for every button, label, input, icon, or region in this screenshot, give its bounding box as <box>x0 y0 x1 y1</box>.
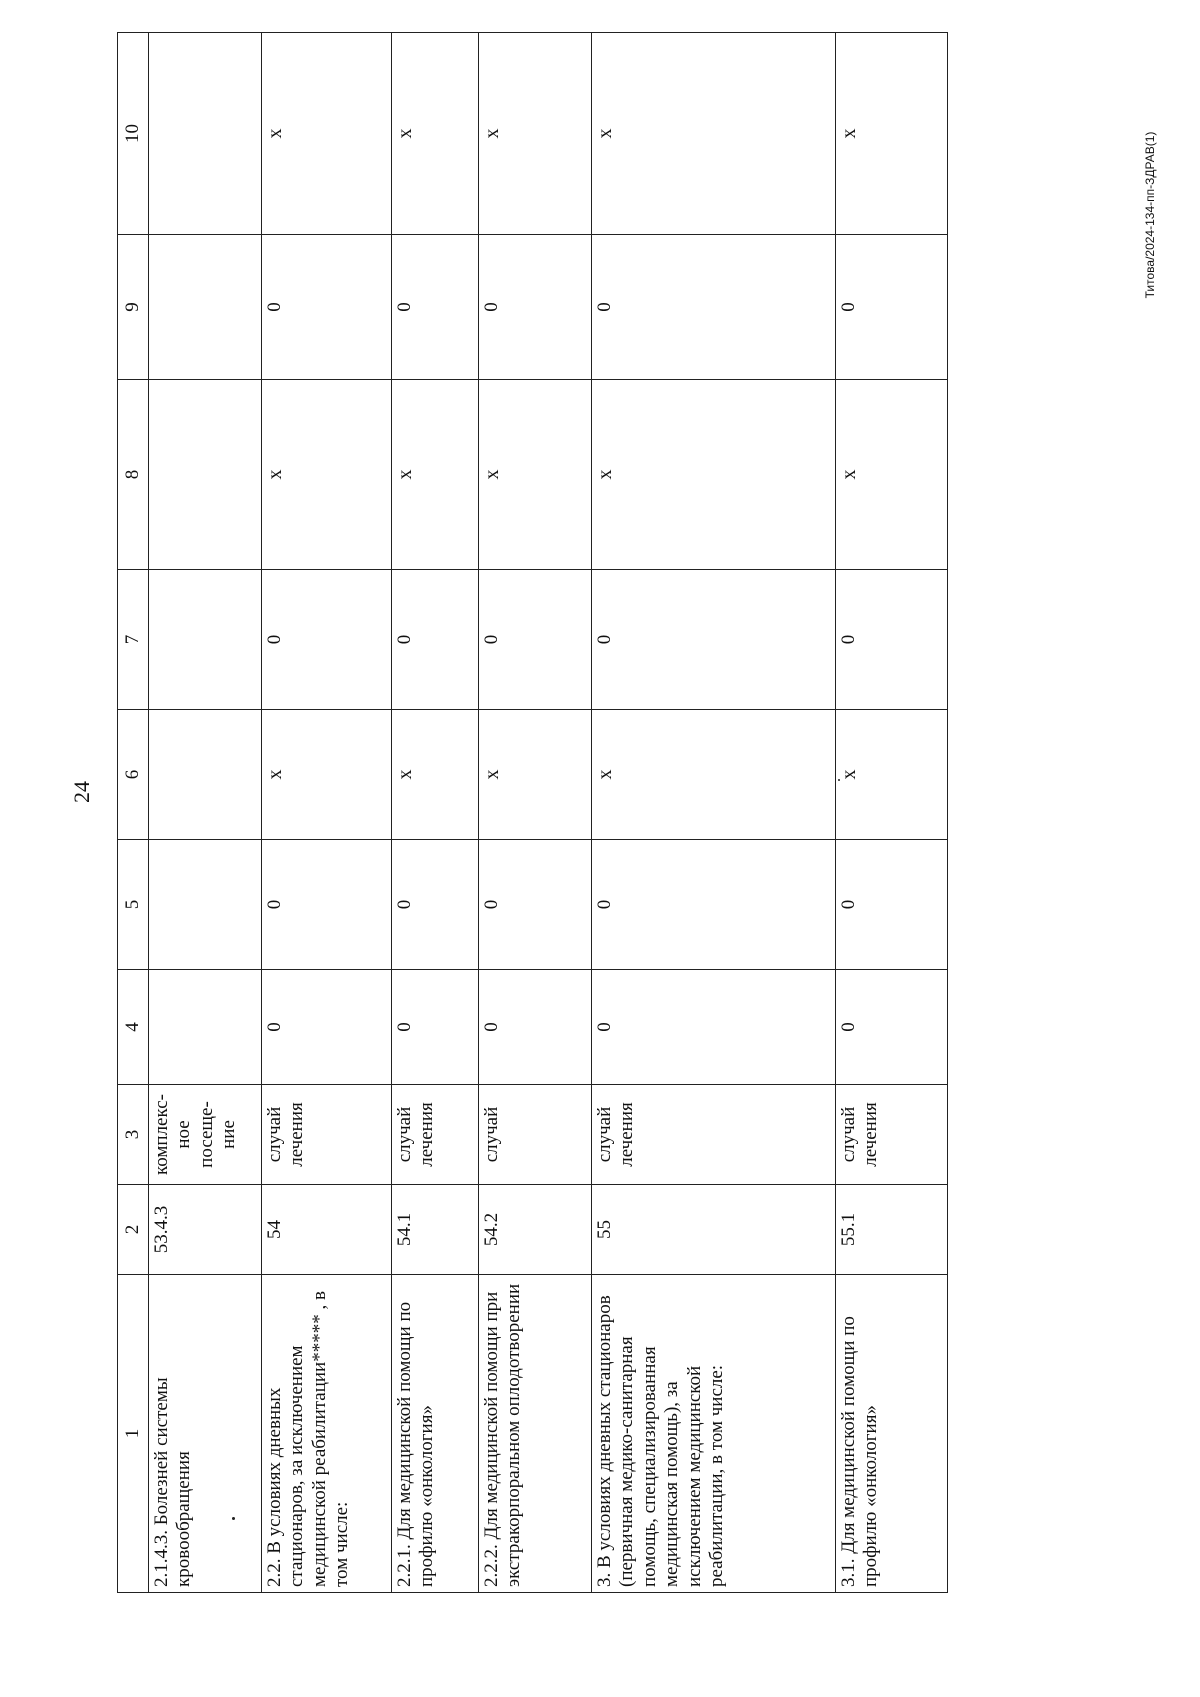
column-number: 10 <box>118 33 149 235</box>
page-number: 24 <box>69 781 94 803</box>
cell-value: 0 <box>262 570 392 710</box>
cell-value: 0 <box>262 840 392 970</box>
cell-value: 0 <box>836 235 948 380</box>
cell-value <box>149 710 262 840</box>
column-number: 9 <box>118 235 149 380</box>
table-row <box>479 33 592 1593</box>
cell-value: 0 <box>479 570 592 710</box>
row-code: 54 <box>262 1185 392 1275</box>
row-code: 54.1 <box>392 1185 479 1275</box>
cell-value: х <box>479 33 592 235</box>
row-name: 2.2.2. Для медицинской помощи при экстракорпоральном оплодотворении <box>479 1275 592 1593</box>
row-unit: комплекс-ное посеще-ние <box>149 1085 262 1185</box>
column-number: 4 <box>118 970 149 1085</box>
row-code: 53.4.3 <box>149 1185 262 1275</box>
cell-value: 0 <box>392 570 479 710</box>
cell-value <box>149 840 262 970</box>
cell-value: 0 <box>592 840 836 970</box>
column-number: 8 <box>118 380 149 570</box>
column-number: 5 <box>118 840 149 970</box>
cell-value: 0 <box>479 235 592 380</box>
column-number: 1 <box>118 1275 149 1593</box>
cell-value: 0 <box>836 570 948 710</box>
cell-value <box>149 33 262 235</box>
row-code: 55 <box>592 1185 836 1275</box>
column-number: 3 <box>118 1085 149 1185</box>
cell-value: 0 <box>592 570 836 710</box>
cell-value <box>149 380 262 570</box>
cell-value: х <box>392 380 479 570</box>
cell-value: 0 <box>392 970 479 1085</box>
cell-value: 0 <box>479 840 592 970</box>
rotated-table-wrapper <box>117 33 947 1593</box>
cell-value: 0 <box>836 970 948 1085</box>
cell-value: х <box>262 380 392 570</box>
cell-value <box>149 235 262 380</box>
row-name: 2.2. В условиях дневных стационаров, за исключением медицинской реабилитации***** , в том числе: <box>262 1275 392 1593</box>
table-row <box>836 33 948 1593</box>
row-name: 3. В условиях дневных стационаров (первичная медико-санитарная помощь, специализированная медицинская помощь), за исключением медицинской реабилитации, в том числе: <box>592 1275 836 1593</box>
cell-value: х <box>392 33 479 235</box>
document-reference: Титова/2024-134-пп-ЗДРАВ(1) <box>1143 131 1157 299</box>
cell-value: х <box>836 710 948 840</box>
cell-value: 0 <box>592 235 836 380</box>
cell-value: 0 <box>479 970 592 1085</box>
cell-value: х <box>392 710 479 840</box>
cell-value: х <box>479 710 592 840</box>
volumes-table <box>117 32 948 1593</box>
row-name: 2.1.4.3. Болезней системы кровообращения <box>149 1275 262 1593</box>
table-row <box>592 33 836 1593</box>
row-code: 55.1 <box>836 1185 948 1275</box>
row-unit: случай лечения <box>592 1085 836 1185</box>
cell-value: х <box>479 380 592 570</box>
cell-value: х <box>262 33 392 235</box>
cell-value: х <box>592 33 836 235</box>
cell-value <box>149 570 262 710</box>
cell-value: 0 <box>262 970 392 1085</box>
cell-value: х <box>836 380 948 570</box>
cell-value: 0 <box>262 235 392 380</box>
row-code: 54.2 <box>479 1185 592 1275</box>
row-name: 2.2.1. Для медицинской помощи по профилю «онкология» <box>392 1275 479 1593</box>
row-unit: случай лечения <box>262 1085 392 1185</box>
column-number: 2 <box>118 1185 149 1275</box>
row-unit: случай лечения <box>836 1085 948 1185</box>
table-row <box>262 33 392 1593</box>
row-name: 3.1. Для медицинской помощи по профилю «онкология» <box>836 1275 948 1593</box>
cell-value: 0 <box>592 970 836 1085</box>
cell-value: 0 <box>836 840 948 970</box>
column-number: 7 <box>118 570 149 710</box>
cell-value: х <box>836 33 948 235</box>
row-unit: случай лечения <box>392 1085 479 1185</box>
column-number: 6 <box>118 710 149 840</box>
cell-value <box>149 970 262 1085</box>
table-row <box>392 33 479 1593</box>
column-number-row <box>118 33 149 1593</box>
row-unit: случай <box>479 1085 592 1185</box>
cell-value: х <box>592 380 836 570</box>
cell-value: 0 <box>392 235 479 380</box>
cell-value: 0 <box>392 840 479 970</box>
cell-value: х <box>592 710 836 840</box>
cell-value: х <box>262 710 392 840</box>
table-row <box>149 33 262 1593</box>
